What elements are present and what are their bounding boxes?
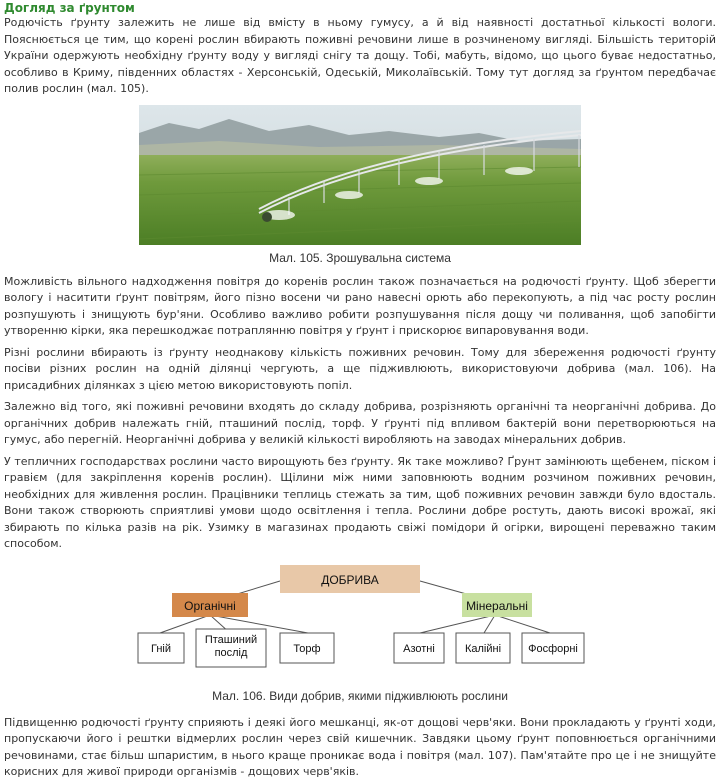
paragraph-3: Різні рослини вбирають із ґрунту неоднакову кількість поживних речовин. Тому для збереження родючості ґрунту посіви різних рослин на одній ділянці чергують, а ще підживлюють, використовуючи добрива (мал. 106). На присадибних ділянках з цією метою використовують попіл. <box>4 345 716 392</box>
leaf-mineral-1: Азотні <box>403 642 435 655</box>
figure-106-caption: Мал. 106. Види добрив, якими підживлюють рослини <box>212 688 508 703</box>
page-title: Догляд за ґрунтом <box>4 1 135 15</box>
root-label: ДОБРИВА <box>321 572 379 587</box>
fertilizer-diagram <box>130 565 590 683</box>
figure-105 <box>4 105 716 267</box>
paragraph-2: Можливість вільного надходження повітря до коренів рослин також позначається на родючості ґрунту. Щоб зберегти вологу і наситити ґрунт повітрям, його пізно восени чи рано навесні орють або перекопують, а під час росту рослин розпушують і знищують бур'яни. Особливо важливо робити розпушування після дощу чи поливання, щоб запобігти утворенню кірки, яка перешкоджає потраплянню повітря у ґрунт і прискорює випаровування води. <box>4 274 716 337</box>
paragraph-1: Родючість ґрунту залежить не лише від вмісту в ньому гумусу, а й від наявності достатньої кількості вологи. Пояснюється це тим, що корені рослин вбирають поживні речовини лише в розчиненому вигляді. Більшість територій України одержують необхідну ґрунту воду у вигляді снігу та дощу. Тобі, мабуть, відомо, що цього буває недостатньо, особливо в Криму, південних областях - Херсонській, Одеській, Миколаївській. Тому тут догляд за ґрунтом передбачає полив рослин (мал. 105). <box>4 16 716 95</box>
irrigation-photo <box>139 105 581 245</box>
figure-106 <box>4 565 716 705</box>
paragraph-6: Підвищенню родючості ґрунту сприяють і деякі його мешканці, як-от дощові черв'яки. Вони прокладають у ґрунті ходи, пропускаючи його і рештки відмерлих рослин через свій кишечник. Завдяки цьому ґрунт поповнюється органічними речовинами, стає більш шпаристим, в нього краще проникає вода і повітря (мал. 107). Пам'ятайте про це і не знищуйте корисних для живої природи організмів - дощових черв'яків. <box>4 715 716 778</box>
organic-label: Органічні <box>184 598 236 613</box>
figure-105-caption: Мал. 105. Зрошувальна система <box>269 250 451 265</box>
paragraph-5: У тепличних господарствах рослини часто вирощують без ґрунту. Як таке можливо? Ґрунт замінюють щебенем, піском і гравієм (для закріплення коренів рослин). Щілини між ними заповнюють водним розчином поживних речовин, необхідних для живлення рослин. Працівники теплиць стежать за тим, щоб поживних речовин завжди було вдосталь. Вони також створюють сприятливі умови щодо освітлення і тепла. Рослини добре ростуть, дають високі врожаї, які збирають по кілька разів на рік. Узимку в магазинах продають свіжі помідори й огірки, вирощені переважно таким способом. <box>4 454 716 550</box>
paragraph-4: Залежно від того, які поживні речовини входять до складу добрива, розрізняють органічні та неорганічні добрива. До органічних добрив належать гній, пташиний послід, торф. У ґрунті під впливом бактерій вони перетворюються на гумус, або перегній. Неорганічні добрива у великій кількості виробляють на заводах мінеральних добрив. <box>4 400 716 446</box>
leaf-mineral-3: Фосфорні <box>528 642 578 655</box>
mineral-label: Мінеральні <box>466 598 528 613</box>
leaf-mineral-2: Калійні <box>464 642 502 655</box>
leaf-organic-2: Пташиний послід <box>204 633 258 659</box>
leaf-organic-3: Торф <box>293 642 321 655</box>
leaf-organic-1: Гній <box>150 642 172 655</box>
